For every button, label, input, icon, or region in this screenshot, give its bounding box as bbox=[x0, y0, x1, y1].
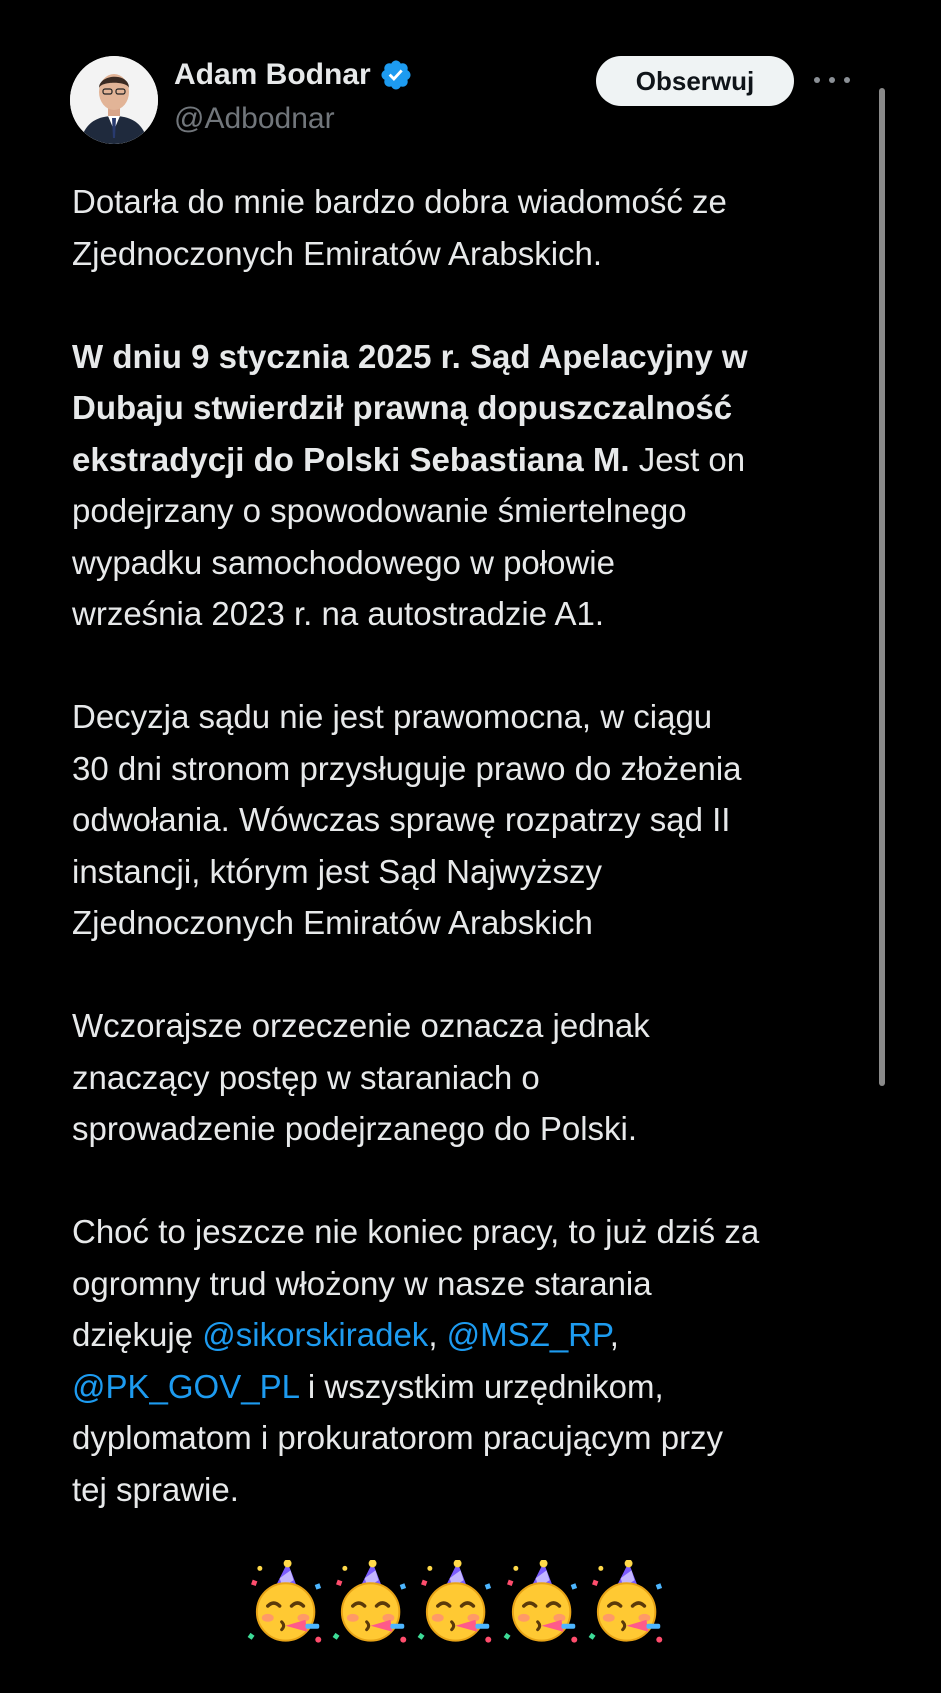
party-face-icon bbox=[502, 1560, 581, 1646]
text-line: znaczący postęp w staraniach o bbox=[72, 1058, 540, 1096]
party-face-icon bbox=[587, 1560, 666, 1646]
tweet-text bbox=[72, 176, 872, 1567]
mention-link-msz-rp[interactable]: @MSZ_RP bbox=[446, 1316, 610, 1353]
avatar[interactable] bbox=[70, 56, 158, 144]
text-line: Choć to jeszcze nie koniec pracy, to już dziś za bbox=[72, 1213, 760, 1250]
text-line: tej sprawie. bbox=[72, 1470, 239, 1508]
mention-link-pk-gov-pl[interactable]: @PK_GOV_PL bbox=[72, 1367, 299, 1405]
tweet-paragraph-1 bbox=[72, 176, 872, 279]
author-name[interactable]: Adam Bodnar bbox=[174, 58, 371, 91]
text-line: Decyzja sądu nie jest prawomocna, w ciągu bbox=[72, 698, 713, 735]
emoji-row bbox=[246, 1560, 666, 1646]
follow-button[interactable]: Obserwuj bbox=[596, 56, 794, 106]
text-line: odwołania. Wówczas sprawę rozpatrzy sąd II bbox=[72, 801, 731, 838]
mixed-text-line bbox=[72, 1309, 872, 1361]
text-line: wypadku samochodowego w połowie bbox=[72, 543, 615, 581]
party-face-icon bbox=[331, 1560, 410, 1646]
author-name-row[interactable] bbox=[174, 58, 413, 92]
text-line: września 2023 r. na autostradzie A1. bbox=[72, 595, 604, 632]
bold-text: ekstradycji do Polski Sebastiana M. bbox=[72, 440, 630, 478]
text-fragment: , bbox=[428, 1316, 447, 1353]
author-handle[interactable]: @Adbodnar bbox=[174, 102, 335, 135]
scrollbar[interactable] bbox=[879, 88, 885, 1086]
party-face-icon bbox=[246, 1560, 325, 1646]
bold-text-line: Dubaju stwierdził prawną dopuszczalność bbox=[72, 389, 733, 426]
text-fragment: , bbox=[609, 1316, 619, 1353]
tweet-paragraph-5 bbox=[72, 1206, 872, 1515]
more-dots-icon[interactable] bbox=[814, 68, 850, 92]
text-line: Wczorajsze orzeczenie oznacza jednak bbox=[72, 1007, 650, 1044]
text-line: ogromny trud włożony w nasze starania bbox=[72, 1264, 652, 1302]
text-line: 30 dni stronom przysługuje prawo do złożenia bbox=[72, 749, 742, 787]
bold-text-line: W dniu 9 stycznia 2025 r. Sąd Apelacyjny w bbox=[72, 337, 748, 375]
tweet-paragraph-3 bbox=[72, 691, 872, 949]
text-line: Dotarła do mnie bardzo dobra wiadomość ze bbox=[72, 183, 727, 220]
dot bbox=[814, 77, 820, 83]
text-line: Zjednoczonych Emiratów Arabskich. bbox=[72, 234, 603, 272]
text-line: Zjednoczonych Emiratów Arabskich bbox=[72, 904, 593, 941]
mixed-text-line bbox=[72, 1361, 872, 1413]
verified-badge-icon bbox=[379, 58, 413, 92]
text-line: instancji, którym jest Sąd Najwyższy bbox=[72, 852, 602, 890]
text-fragment: Jest on bbox=[629, 440, 746, 478]
dot bbox=[844, 77, 850, 83]
mention-link-sikorskiradek[interactable]: @sikorskiradek bbox=[202, 1316, 429, 1353]
dot bbox=[829, 77, 835, 83]
text-line: sprowadzenie podejrzanego do Polski. bbox=[72, 1110, 638, 1147]
text-fragment: dziękuję bbox=[72, 1316, 203, 1353]
text-fragment: i wszystkim urzędnikom, bbox=[298, 1367, 664, 1405]
tweet-paragraph-2 bbox=[72, 331, 872, 640]
text-line: podejrzany o spowodowanie śmiertelnego bbox=[72, 492, 687, 529]
mixed-text-line bbox=[72, 434, 872, 486]
avatar-photo bbox=[70, 56, 158, 144]
party-face-icon bbox=[416, 1560, 495, 1646]
tweet-paragraph-4 bbox=[72, 1000, 872, 1155]
text-line: dyplomatom i prokuratorom pracującym przy bbox=[72, 1419, 724, 1456]
